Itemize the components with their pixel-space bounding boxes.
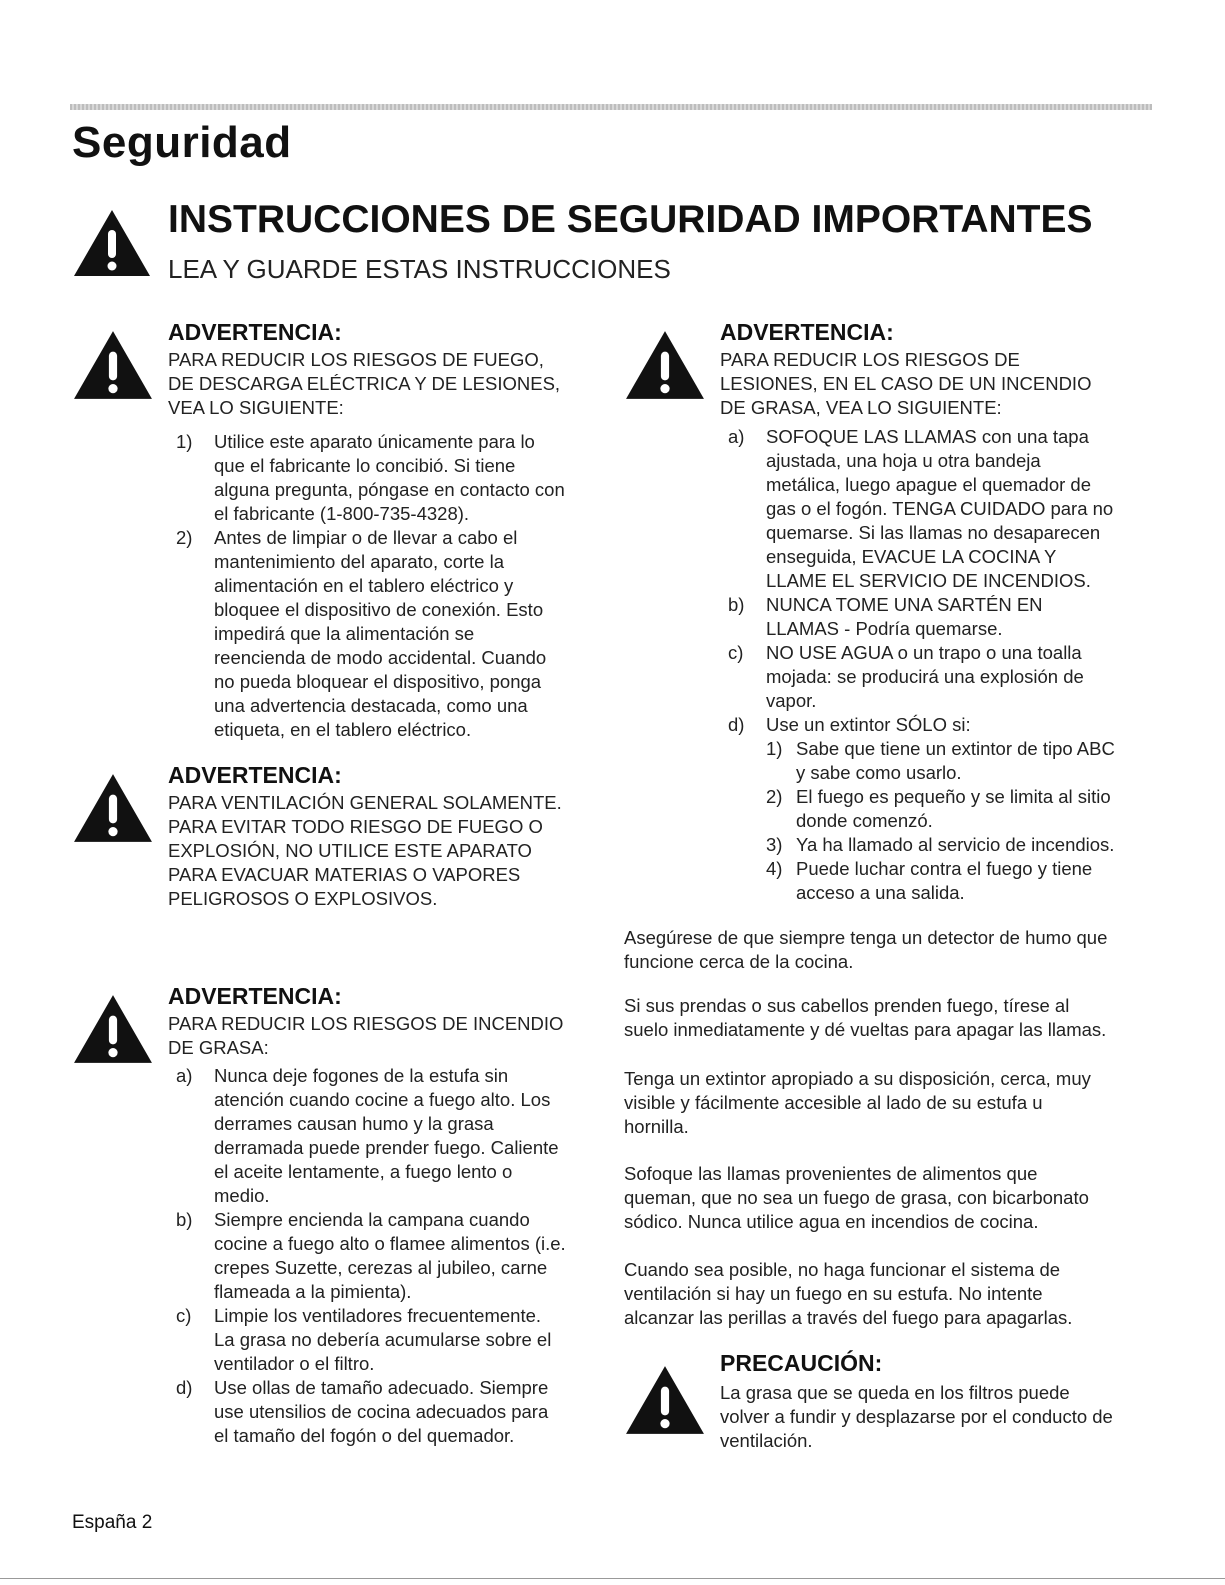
list-item: c) NO USE AGUA o un trapo o una toalla mojada: se producirá una explosión de vapor. bbox=[728, 642, 1084, 711]
warning-intro: PARA REDUCIR LOS RIESGOS DE INCENDIO DE GRASA: bbox=[168, 1013, 564, 1058]
warning-triangle-icon bbox=[624, 1364, 706, 1436]
warning-title: ADVERTENCIA: bbox=[168, 983, 342, 1009]
paragraph: Tenga un extintor apropiado a su disposición, cerca, muy visible y fácilmente accesible al lado de su estufa u hornilla. bbox=[624, 1068, 1091, 1137]
warning-intro: PARA VENTILACIÓN GENERAL SOLAMENTE. PARA EVITAR TODO RIESGO DE FUEGO O EXPLOSIÓN, NO UTILICE ESTE APARATO PARA EVACUAR MATERIAS O VAPORES PELIGROSOS O EXPLOSIVOS. bbox=[168, 792, 562, 909]
list-item: 2) Antes de limpiar o de llevar a cabo el mantenimiento del aparato, corte la alimentación en el tablero eléctrico y bloquee el dispositivo de conexión. Esto impedirá que la alimentación se reencienda de modo accidental. Cuando no pueda bloquear el dispositivo, ponga una advertencia destacada, como una etiqueta, en el tablero eléctrico. bbox=[176, 527, 547, 740]
paragraph: Sofoque las llamas provenientes de alimentos que queman, que no sea un fuego de grasa, con bicarbonato sódico. Nunca utilice agua en incendios de cocina. bbox=[624, 1163, 1089, 1232]
warning-title: ADVERTENCIA: bbox=[720, 319, 894, 345]
warning-title: ADVERTENCIA: bbox=[168, 319, 342, 345]
list-item: 1) Utilice este aparato únicamente para lo que el fabricante lo concibió. Si tiene alguna pregunta, póngase en contacto con el fabricante (1-800-735-4328). bbox=[176, 431, 565, 524]
list-item: b) Siempre encienda la campana cuando cocine a fuego alto o flamee alimentos (i.e. crepes Suzette, cerezas al jubileo, carne flameada a la pimienta). bbox=[176, 1209, 566, 1302]
warning-triangle-icon bbox=[72, 329, 154, 401]
warning-intro: PARA REDUCIR LOS RIESGOS DE LESIONES, EN EL CASO DE UN INCENDIO DE GRASA, VEA LO SIGUIENTE: bbox=[720, 349, 1092, 418]
paragraph: Asegúrese de que siempre tenga un detector de humo que funcione cerca de la cocina. bbox=[624, 927, 1108, 972]
list-item: a) Nunca deje fogones de la estufa sin atención cuando cocine a fuego alto. Los derrames causan humo y la grasa derramada puede prender fuego. Caliente el aceite lentamente, a fuego lento o medio. bbox=[176, 1065, 559, 1206]
list-item: 2) El fuego es pequeño y se limita al sitio donde comenzó. bbox=[766, 786, 1111, 831]
list-item: d) Use ollas de tamaño adecuado. Siempre use utensilios de cocina adecuados para el tamaño del fogón o del quemador. bbox=[176, 1377, 549, 1446]
caution-title: PRECAUCIÓN: bbox=[720, 1350, 883, 1376]
paragraph: Cuando sea posible, no haga funcionar el sistema de ventilación si hay un fuego en su estufa. No intente alcanzar las perillas a través del fuego para apagarlas. bbox=[624, 1259, 1073, 1328]
page-footer: España 2 bbox=[72, 1512, 153, 1533]
sub-list bbox=[766, 737, 1162, 905]
warning-1-list bbox=[170, 430, 610, 742]
warning-triangle-icon bbox=[72, 208, 152, 278]
sub-title: LEA Y GUARDE ESTAS INSTRUCCIONES bbox=[168, 254, 671, 284]
main-title: INSTRUCCIONES DE SEGURIDAD IMPORTANTES bbox=[168, 198, 1093, 241]
list-item: b) NUNCA TOME UNA SARTÉN EN LLAMAS - Podría quemarse. bbox=[728, 594, 1043, 639]
warning-triangle-icon bbox=[72, 993, 154, 1065]
list-item: c) Limpie los ventiladores frecuentemente. La grasa no debería acumularse sobre el ventilador o el filtro. bbox=[176, 1305, 552, 1374]
list-item: a) SOFOQUE LAS LLAMAS con una tapa ajustada, una hoja u otra bandeja metálica, luego apague el quemador de gas o el fogón. TENGA CUIDADO para no quemarse. Si las llamas no desaparecen enseguida, EVACUE LA COCINA Y LLAME EL SERVICIO DE INCENDIOS. bbox=[728, 426, 1114, 591]
section-title: Seguridad bbox=[72, 118, 292, 167]
warning-3-list bbox=[170, 1064, 610, 1448]
page-bottom-rule bbox=[0, 1578, 1225, 1579]
warning-intro: PARA REDUCIR LOS RIESGOS DE FUEGO, DE DESCARGA ELÉCTRICA Y DE LESIONES, VEA LO SIGUIENTE: bbox=[168, 349, 561, 418]
caution-text: La grasa que se queda en los filtros puede volver a fundir y desplazarse por el conducto de ventilación. bbox=[720, 1382, 1113, 1451]
warning-4-list bbox=[722, 425, 1162, 905]
paragraph: Si sus prendas o sus cabellos prenden fuego, tírese al suelo inmediatamente y dé vueltas para apagar las llamas. bbox=[624, 995, 1107, 1040]
header-rule bbox=[70, 104, 1152, 110]
warning-title: ADVERTENCIA: bbox=[168, 762, 342, 788]
warning-triangle-icon bbox=[624, 329, 706, 401]
list-item: 1) Sabe que tiene un extintor de tipo ABC y sabe como usarlo. bbox=[766, 738, 1115, 783]
list-item: 4) Puede luchar contra el fuego y tiene acceso a una salida. bbox=[766, 858, 1093, 903]
warning-triangle-icon bbox=[72, 772, 154, 844]
list-item: d) Use un extintor SÓLO si: 1) Sabe que tiene un extintor de tipo ABC y sabe como usarlo. 2) El fuego es pequeño y se limita al sitio donde comenzó. 3) Ya ha llamado al servicio de incendios. 4) Puede luchar contra el fuego y tiene acceso a una salida. bbox=[722, 713, 1162, 905]
list-item: 3) Ya ha llamado al servicio de incendios. bbox=[766, 834, 1115, 855]
